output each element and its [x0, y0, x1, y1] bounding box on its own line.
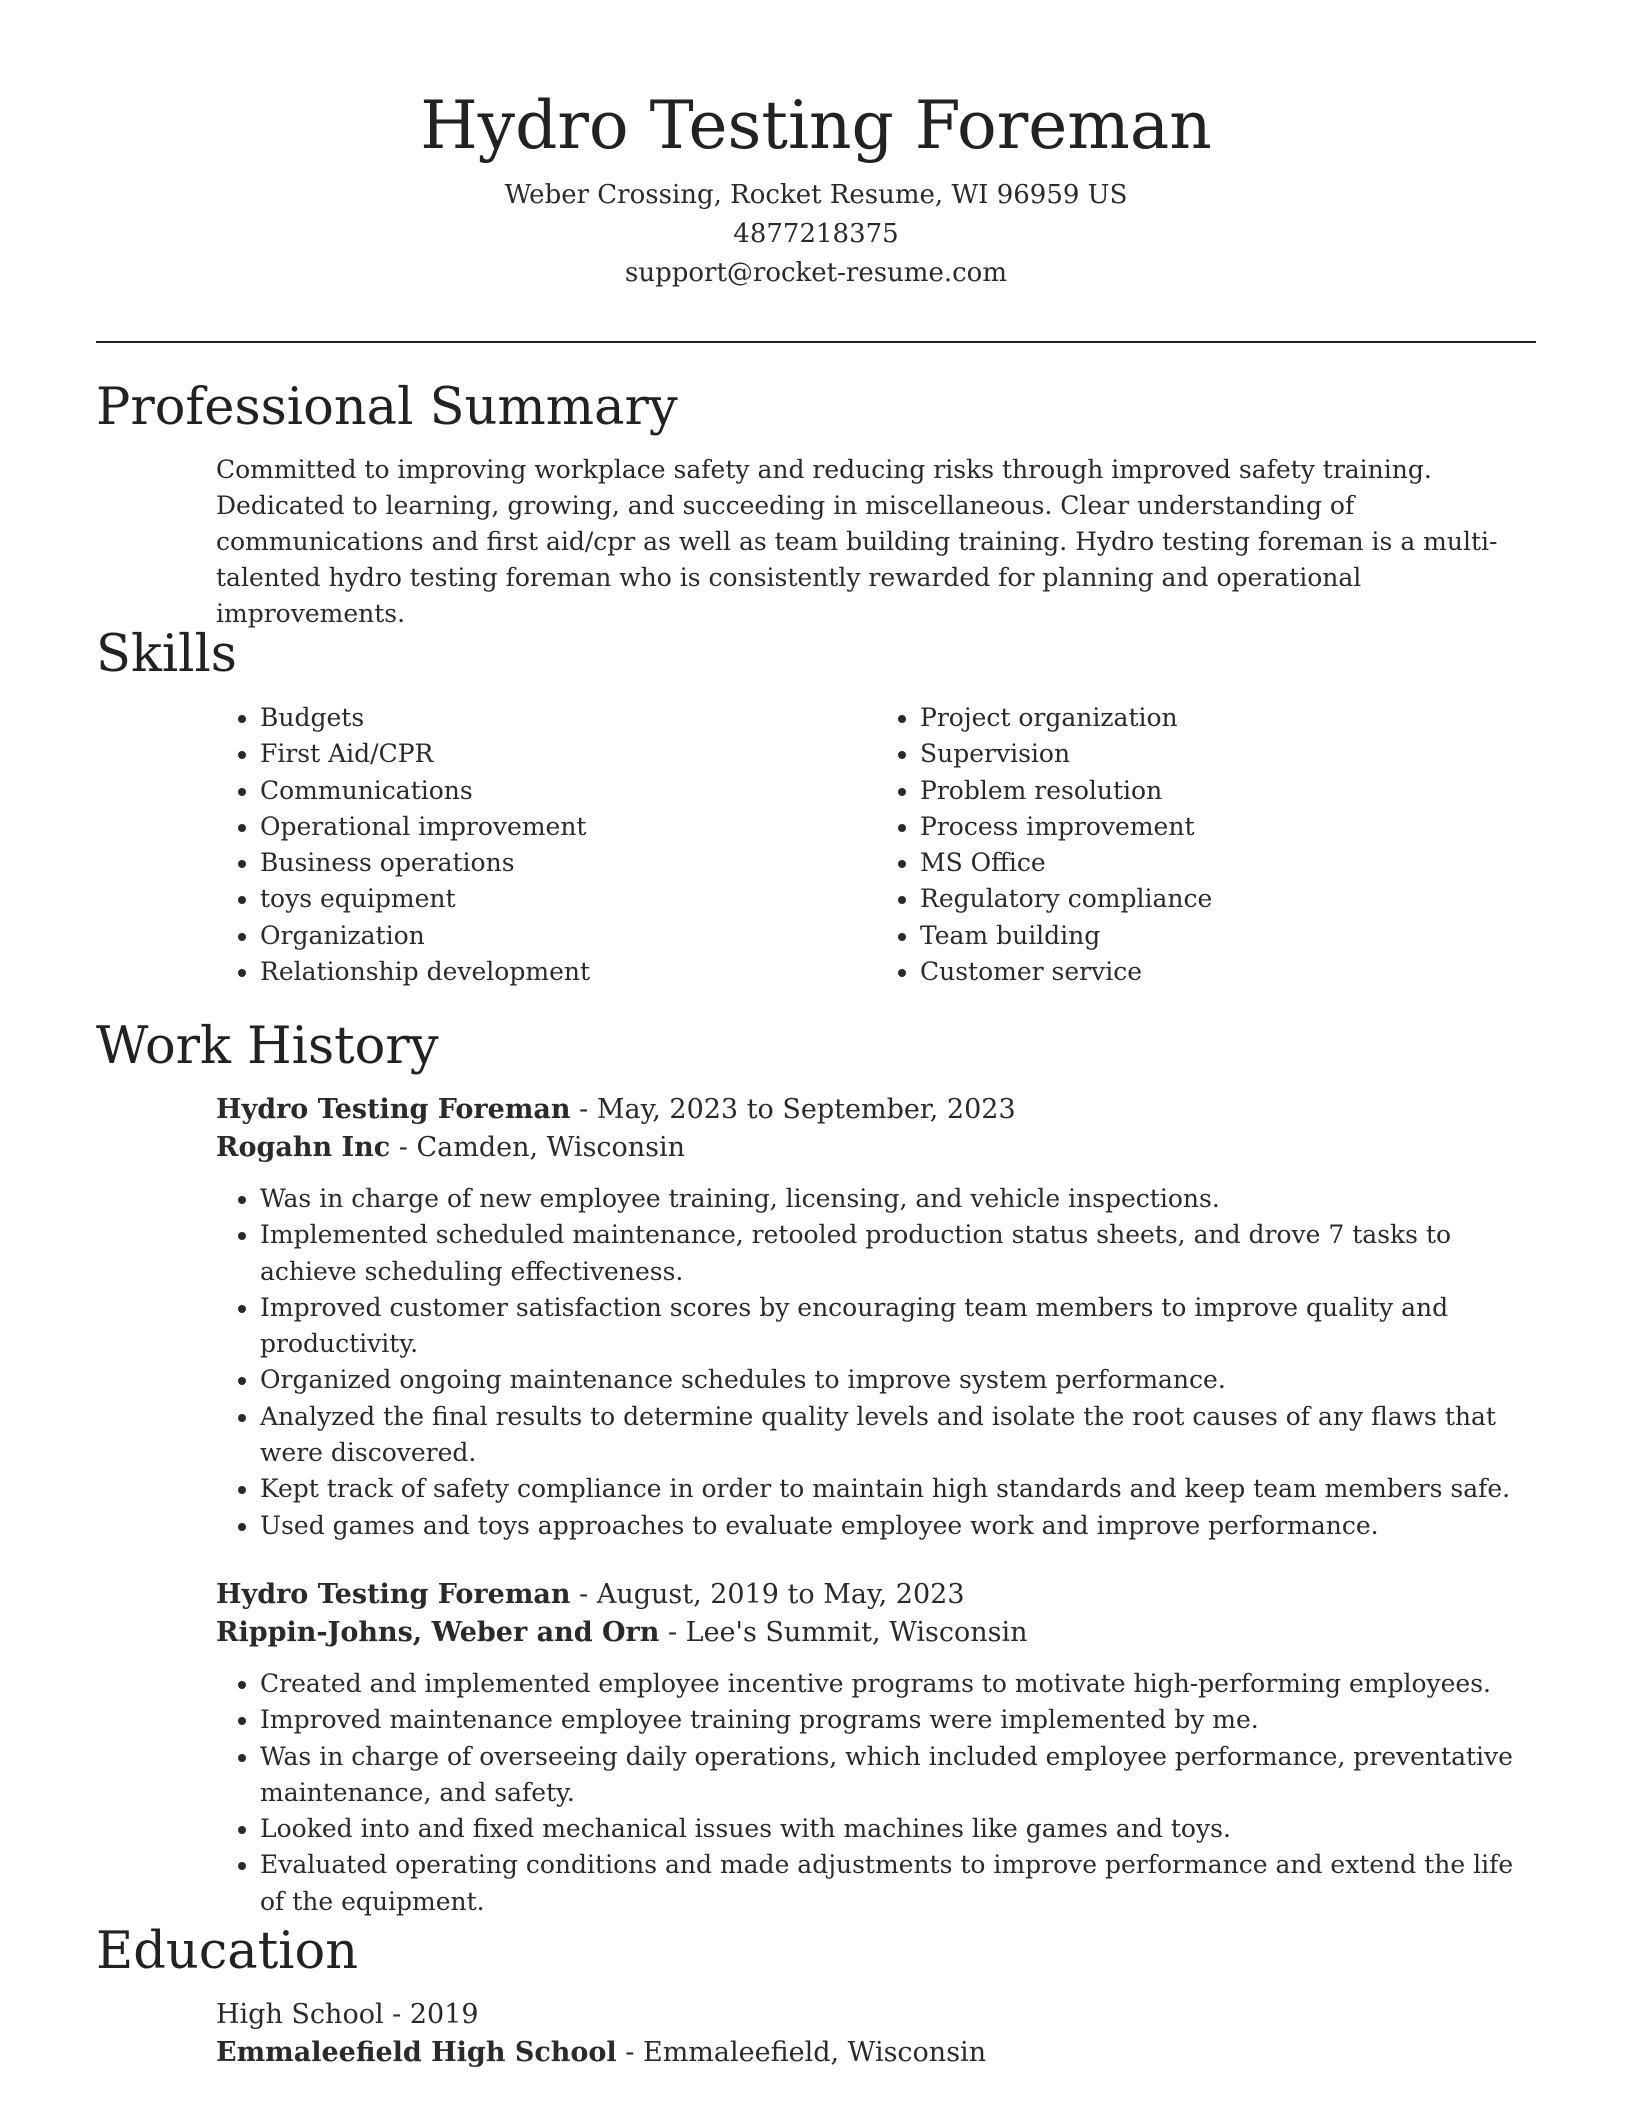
list-item: • Problem resolution — [920, 773, 1536, 809]
list-item: • Business operations — [260, 845, 876, 881]
degree: High School — [216, 1999, 384, 2030]
job-duties — [216, 1666, 1536, 1920]
list-item: • Budgets — [260, 700, 876, 736]
list-item: • Used games and toys approaches to evaluate employee work and improve performance. — [260, 1508, 1536, 1544]
company-name: Rogahn Inc — [216, 1132, 391, 1163]
job-title-line — [216, 1576, 1536, 1614]
job-duties — [216, 1181, 1536, 1544]
job-entry — [216, 1091, 1536, 1544]
email: support@rocket-resume.com — [624, 258, 1007, 288]
graduation-year: - 2019 — [383, 1999, 479, 2030]
skills-heading: Skills — [96, 625, 237, 684]
work-history-section — [96, 1015, 1536, 1920]
list-item: • Operational improvement — [260, 809, 876, 845]
summary-heading: Professional Summary — [96, 378, 678, 437]
job-title: Hydro Testing Foreman — [216, 1094, 571, 1125]
list-item: • Improved maintenance employee training programs were implemented by me. — [260, 1702, 1536, 1738]
job-entry — [216, 1576, 1536, 1920]
list-item: • Organized ongoing maintenance schedules to improve system performance. — [260, 1362, 1536, 1398]
header-divider — [96, 341, 1536, 343]
job-company-line — [216, 1614, 1536, 1652]
skills-list-right — [876, 700, 1536, 990]
list-item: • Implemented scheduled maintenance, retooled production status sheets, and drove 7 tasks to achieve scheduling effectiveness. — [260, 1217, 1536, 1290]
job-title: Hydro Testing Foreman — [216, 1578, 571, 1610]
job-dates: - August, 2019 to May, 2023 — [570, 1578, 965, 1610]
list-item: • Process improvement — [920, 809, 1536, 845]
work-history-heading: Work History — [96, 1017, 439, 1076]
list-item: • Relationship development — [260, 954, 876, 990]
list-item: • toys equipment — [260, 881, 876, 917]
list-item: • Analyzed the final results to determine quality levels and isolate the root causes of any flaws that were discovered. — [260, 1399, 1536, 1472]
summary-section — [96, 376, 1536, 632]
school-line — [216, 2034, 1536, 2072]
list-item: • Kept track of safety compliance in order to maintain high standards and keep team members safe. — [260, 1471, 1536, 1507]
summary-text: Committed to improving workplace safety and reducing risks through improved safety training. Dedicated to learning, growing, and succeeding in miscellaneous. Clear understanding of communications and first aid/cpr as well as team building training. Hydro testing foreman is a multi-talented hydro testing foreman who is consistently rewarded for planning and operational improvements. — [216, 455, 1498, 628]
list-item: • Customer service — [920, 954, 1536, 990]
contact-info — [96, 176, 1536, 293]
list-item: • Was in charge of new employee training, licensing, and vehicle inspections. — [260, 1181, 1536, 1217]
school-name: Emmaleefield High School — [216, 2037, 617, 2068]
list-item: • MS Office — [920, 845, 1536, 881]
job-title-line — [216, 1091, 1536, 1129]
company-name: Rippin-Johns, Weber and Orn — [216, 1616, 660, 1648]
list-item: • Looked into and fixed mechanical issues with machines like games and toys. — [260, 1811, 1536, 1847]
list-item: • Team building — [920, 918, 1536, 954]
candidate-name: Hydro Testing Foreman — [420, 87, 1212, 164]
education-section — [96, 1920, 1536, 2072]
job-dates: - May, 2023 to September, 2023 — [570, 1094, 1016, 1125]
skills-list-left — [216, 700, 876, 990]
job-company-line — [216, 1129, 1536, 1167]
skills-section — [96, 623, 1536, 990]
company-location: - Lee's Summit, Wisconsin — [659, 1616, 1028, 1648]
list-item: • Supervision — [920, 736, 1536, 772]
resume-header — [96, 84, 1536, 293]
company-location: - Camden, Wisconsin — [390, 1132, 686, 1163]
list-item: • Organization — [260, 918, 876, 954]
education-heading: Education — [96, 1922, 359, 1981]
list-item: • Improved customer satisfaction scores by encouraging team members to improve quality and productivity. — [260, 1290, 1536, 1363]
school-location: - Emmaleefield, Wisconsin — [616, 2037, 987, 2068]
list-item: • Project organization — [920, 700, 1536, 736]
skills-grid — [216, 700, 1536, 990]
phone: 4877218375 — [733, 219, 899, 249]
list-item: • First Aid/CPR — [260, 736, 876, 772]
list-item: • Was in charge of overseeing daily operations, which included employee performance, preventative maintenance, and safety. — [260, 1739, 1536, 1812]
list-item: • Created and implemented employee incentive programs to motivate high-performing employees. — [260, 1666, 1536, 1702]
list-item: • Communications — [260, 773, 876, 809]
address: Weber Crossing, Rocket Resume, WI 96959 US — [504, 180, 1128, 210]
education-entry — [216, 1996, 1536, 2072]
list-item: • Evaluated operating conditions and made adjustments to improve performance and extend the life of the equipment. — [260, 1847, 1536, 1920]
degree-line — [216, 1996, 1536, 2034]
list-item: • Regulatory compliance — [920, 881, 1536, 917]
